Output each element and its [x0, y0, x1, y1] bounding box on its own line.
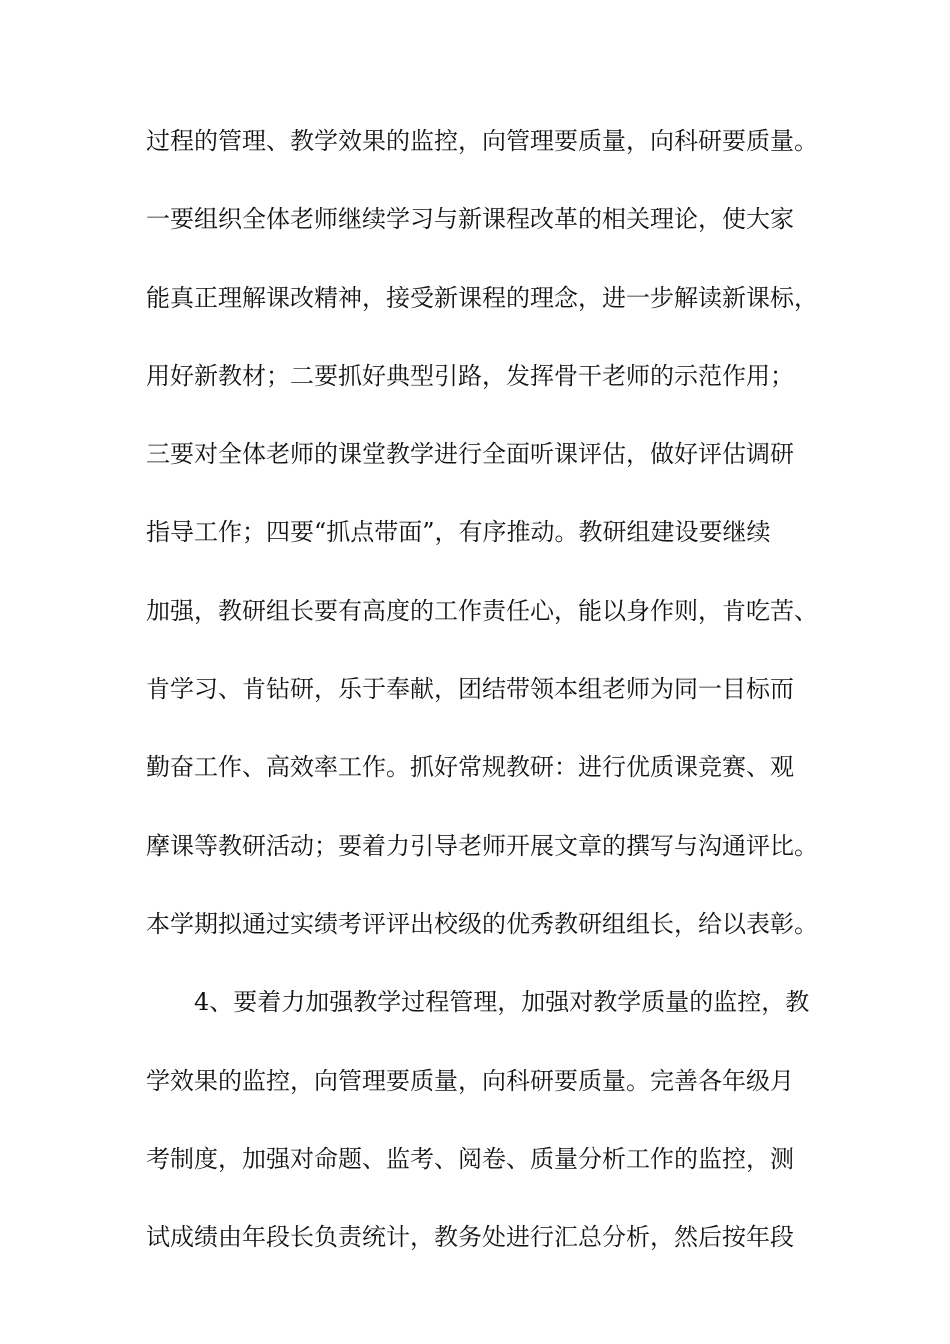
text-line: 加强，教研组长要有高度的工作责任心，能以身作则，肯吃苦、 — [146, 596, 818, 625]
paragraph-start-line: 4、要着力加强教学过程管理，加强对教学质量的监控，教 — [194, 988, 810, 1017]
text-line: 用好新教材；二要抓好典型引路，发挥骨干老师的示范作用； — [146, 361, 794, 390]
text-line: 本学期拟通过实绩考评评出校级的优秀教研组组长，给以表彰。 — [146, 909, 818, 938]
text-line: 能真正理解课改精神，接受新课程的理念，进一步解读新课标， — [146, 283, 818, 312]
text-line: 勤奋工作、高效率工作。抓好常规教研：进行优质课竞赛、观 — [146, 753, 794, 782]
text-line: 学效果的监控，向管理要质量，向科研要质量。完善各年级月 — [146, 1066, 794, 1095]
text-line: 试成绩由年段长负责统计，教务处进行汇总分析，然后按年段 — [146, 1223, 794, 1252]
text-line: 考制度，加强对命题、监考、阅卷、质量分析工作的监控，测 — [146, 1144, 794, 1173]
text-line: 三要对全体老师的课堂教学进行全面听课评估，做好评估调研 — [146, 440, 794, 469]
text-line: 指导工作；四要“抓点带面”，有序推动。教研组建设要继续 — [146, 518, 771, 547]
text-line: 肯学习、肯钻研，乐于奉献，团结带领本组老师为同一目标而 — [146, 675, 794, 704]
text-line: 一要组织全体老师继续学习与新课程改革的相关理论，使大家 — [146, 205, 794, 234]
text-line: 摩课等教研活动；要着力引导老师开展文章的撰写与沟通评比。 — [146, 831, 818, 860]
text-line: 过程的管理、教学效果的监控，向管理要质量，向科研要质量。 — [146, 127, 818, 155]
body-text — [146, 128, 836, 1302]
